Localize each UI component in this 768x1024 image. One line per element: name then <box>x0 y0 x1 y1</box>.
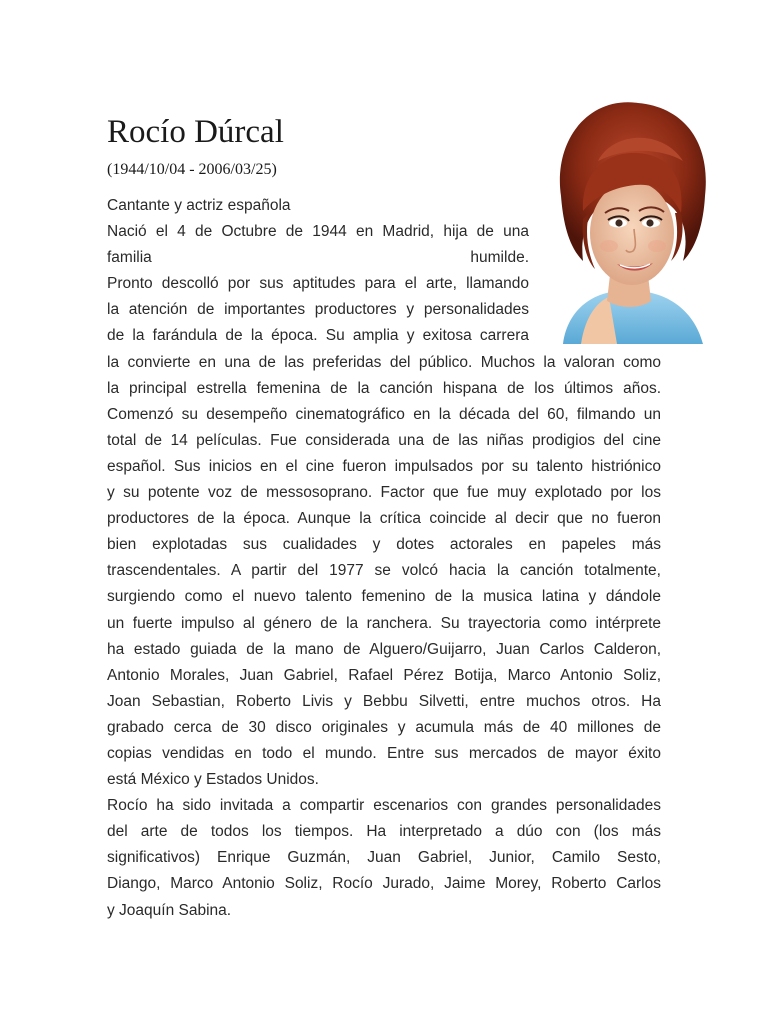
paragraph-line: productores de la época. Aunque la crítica coincide al decir que no fueron <box>107 510 661 528</box>
paragraph-line: surgiendo como el nuevo talento femenino de la musica latina y dándole <box>107 588 661 606</box>
paragraph-line: significativos) Enrique Guzmán, Juan Gabriel, Junior, Camilo Sesto, <box>107 849 661 867</box>
paragraph-line: familia humilde. <box>107 249 529 267</box>
paragraph-line: Pronto descolló por sus aptitudes para el arte, llamando <box>107 275 529 293</box>
paragraph-line: Rocío ha sido invitada a compartir escenarios con grandes personalidades <box>107 797 661 815</box>
paragraph-line: Cantante y actriz española <box>107 197 291 214</box>
paragraph-line: total de 14 películas. Fue considerada una de las niñas prodigios del cine <box>107 431 661 449</box>
paragraph-line: del arte de todos los tiempos. Ha interpretado a dúo con (los más <box>107 823 661 841</box>
paragraph-line: ha estado guiada de la mano de Alguero/Guijarro, Juan Carlos Calderon, <box>107 640 661 658</box>
paragraph-line: bien explotadas sus cualidades y dotes actorales en papeles más <box>107 536 661 554</box>
paragraph-line: copias vendidas en todo el mundo. Entre sus mercados de mayor éxito <box>107 744 661 762</box>
biography-text <box>107 193 661 924</box>
paragraph-line: un fuerte impulso al género de la ranchera. Su trayectoria como intérprete <box>107 614 661 632</box>
paragraph-line: la convierte en una de las preferidas del público. Muchos la valoran como <box>107 353 661 371</box>
paragraph-line: Joan Sebastian, Roberto Livis y Bebbu Silvetti, entre muchos otros. Ha <box>107 692 661 710</box>
paragraph-line: está México y Estados Unidos. <box>107 771 319 789</box>
life-dates: (1944/10/04 - 2006/03/25) <box>107 161 277 178</box>
paragraph-line: y su potente voz de messosoprano. Factor que fue muy explotado por los <box>107 484 661 502</box>
paragraph-line: español. Sus inicios en el cine fueron impulsados por su talento histriónico <box>107 457 661 475</box>
paragraph-line: Nació el 4 de Octubre de 1944 en Madrid, hija de una <box>107 223 529 241</box>
page-title: Rocío Dúrcal <box>107 114 284 150</box>
paragraph-line: Antonio Morales, Juan Gabriel, Rafael Pérez Botija, Marco Antonio Soliz, <box>107 666 661 684</box>
paragraph-line: grabado cerca de 30 disco originales y acumula más de 40 millones de <box>107 718 661 736</box>
paragraph-line: la principal estrella femenina de la canción hispana de los últimos años. <box>107 379 661 397</box>
paragraph-line: trascendentales. A partir del 1977 se volcó hacia la canción totalmente, <box>107 562 661 580</box>
paragraph-line: Diango, Marco Antonio Soliz, Rocío Jurado, Jaime Morey, Roberto Carlos <box>107 875 661 893</box>
paragraph-line: y Joaquín Sabina. <box>107 901 232 919</box>
paragraph-line: Comenzó su desempeño cinematográfico en la década del 60, filmando un <box>107 405 661 423</box>
paragraph-line: la atención de importantes productores y personalidades <box>107 301 529 319</box>
paragraph-line: de la farándula de la época. Su amplia y exitosa carrera <box>107 327 529 345</box>
